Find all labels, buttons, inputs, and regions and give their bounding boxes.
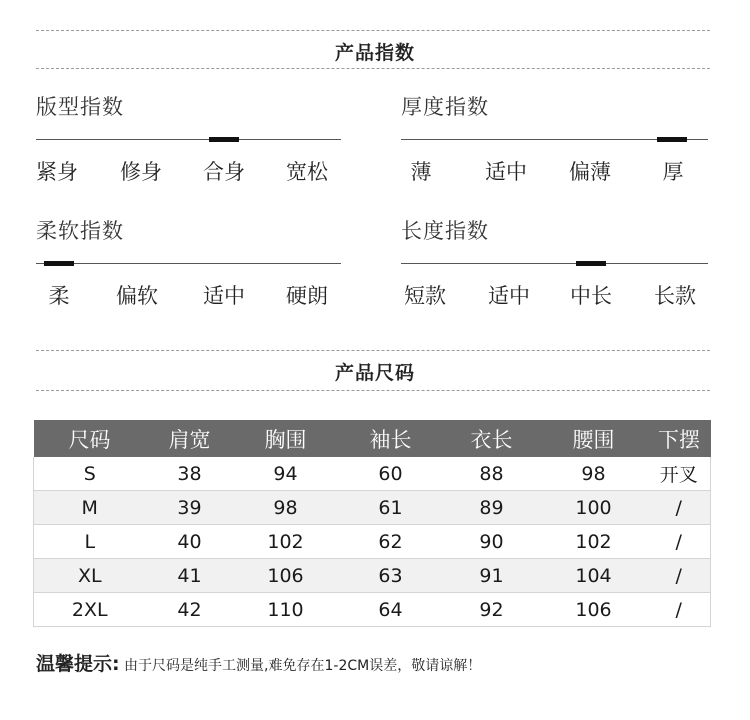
table-cell: 106 — [540, 593, 648, 627]
table-cell: 98 — [540, 457, 648, 491]
table-cell: 100 — [540, 491, 648, 525]
divider-top-1 — [36, 30, 710, 31]
softness-option-4: 硬朗 — [286, 284, 328, 308]
thickness-option-3: 偏薄 — [569, 160, 611, 184]
fit-option-1: 紧身 — [36, 160, 78, 184]
product-index-title: 产品指数 — [334, 42, 415, 64]
length-index-title: 长度指数 — [401, 219, 489, 243]
table-cell: 60 — [338, 457, 444, 491]
table-row — [34, 525, 711, 559]
table-cell: M — [34, 491, 146, 525]
column-header-length: 衣长 — [444, 420, 540, 457]
divider-size-1 — [36, 350, 710, 351]
fit-index-marker — [209, 137, 239, 142]
table-cell: 2XL — [34, 593, 146, 627]
softness-option-3: 适中 — [203, 284, 245, 308]
softness-option-1: 柔 — [48, 284, 70, 308]
notice-text: 由于尺码是纯手工测量,难免存在1-2CM误差，敬请谅解！ — [119, 658, 482, 674]
fit-index-track — [36, 139, 341, 140]
table-cell: 38 — [146, 457, 234, 491]
table-cell: 41 — [146, 559, 234, 593]
notice — [36, 649, 481, 676]
table-cell: / — [648, 593, 711, 627]
table-cell: 88 — [444, 457, 540, 491]
fit-option-2: 修身 — [120, 160, 162, 184]
table-cell: 94 — [234, 457, 338, 491]
table-cell: L — [34, 525, 146, 559]
table-cell: 42 — [146, 593, 234, 627]
table-cell: 39 — [146, 491, 234, 525]
fit-option-4: 宽松 — [286, 160, 328, 184]
thickness-index-title: 厚度指数 — [401, 95, 489, 119]
length-option-3: 中长 — [570, 284, 612, 308]
table-cell: 63 — [338, 559, 444, 593]
table-row — [34, 593, 711, 627]
column-header-chest: 胸围 — [234, 420, 338, 457]
table-cell: / — [648, 559, 711, 593]
column-header-shoulder: 肩宽 — [146, 420, 234, 457]
table-cell: / — [648, 525, 711, 559]
softness-index-marker — [44, 261, 74, 266]
table-cell: 98 — [234, 491, 338, 525]
thickness-option-1: 薄 — [410, 160, 432, 184]
table-cell: 92 — [444, 593, 540, 627]
thickness-option-4: 厚 — [662, 160, 684, 184]
column-header-hem: 下摆 — [648, 420, 711, 457]
softness-option-2: 偏软 — [116, 284, 158, 308]
notice-label: 温馨提示: — [36, 653, 120, 675]
table-cell: 61 — [338, 491, 444, 525]
table-row — [34, 559, 711, 593]
table-row — [34, 491, 711, 525]
size-chart-table — [33, 420, 711, 627]
divider-size-2 — [36, 390, 710, 391]
table-cell: 110 — [234, 593, 338, 627]
column-header-sleeve: 袖长 — [338, 420, 444, 457]
table-cell: 90 — [444, 525, 540, 559]
softness-index-title: 柔软指数 — [36, 219, 124, 243]
table-cell: XL — [34, 559, 146, 593]
table-cell: 89 — [444, 491, 540, 525]
thickness-index-marker — [657, 137, 687, 142]
table-row — [34, 457, 711, 491]
table-cell: 64 — [338, 593, 444, 627]
table-cell: 40 — [146, 525, 234, 559]
length-option-1: 短款 — [404, 284, 446, 308]
table-cell: 62 — [338, 525, 444, 559]
table-cell: 102 — [234, 525, 338, 559]
table-cell: 104 — [540, 559, 648, 593]
table-cell: / — [648, 491, 711, 525]
table-cell: 开叉 — [648, 457, 711, 491]
fit-index-title: 版型指数 — [36, 95, 124, 119]
divider-top-2 — [36, 68, 710, 69]
table-cell: 102 — [540, 525, 648, 559]
length-index-marker — [576, 261, 606, 266]
fit-option-3: 合身 — [203, 160, 245, 184]
table-cell: 106 — [234, 559, 338, 593]
length-option-2: 适中 — [488, 284, 530, 308]
thickness-option-2: 适中 — [485, 160, 527, 184]
length-index-track — [401, 263, 708, 264]
size-chart-title: 产品尺码 — [334, 362, 415, 384]
size-chart-header-row — [34, 420, 711, 457]
table-cell: 91 — [444, 559, 540, 593]
column-header-waist: 腰围 — [540, 420, 648, 457]
column-header-size: 尺码 — [34, 420, 146, 457]
length-option-4: 长款 — [654, 284, 696, 308]
table-cell: S — [34, 457, 146, 491]
softness-index-track — [36, 263, 341, 264]
